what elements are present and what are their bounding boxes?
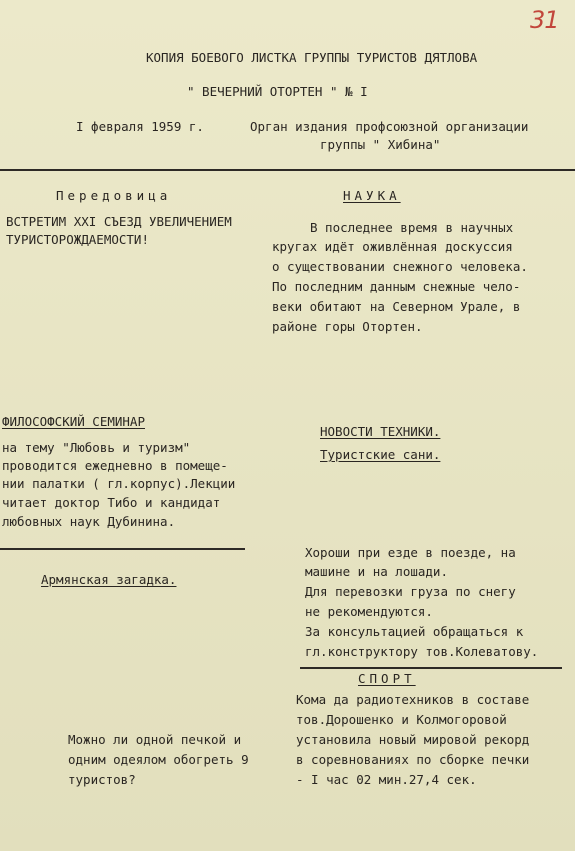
tech-line-6: гл.конструктору тов.Колеватову. <box>305 644 539 659</box>
tech-divider <box>300 667 562 669</box>
page-number-handwritten: 31 <box>530 6 559 34</box>
header-organ-line1: Орган издания профсоюзной организации <box>250 119 529 134</box>
sport-line-2: тов.Дорошенко и Колмогоровой <box>296 712 507 727</box>
seminar-line-1: на тему "Любовь и туризм" <box>2 440 191 455</box>
editorial-heading: Передовица <box>56 188 172 203</box>
seminar-heading: ФИЛОСОФСКИЙ СЕМИНАР <box>2 414 145 429</box>
tech-heading: НОВОСТИ ТЕХНИКИ. <box>320 424 441 439</box>
science-line-5: веки обитают на Северном Урале, в <box>272 299 521 314</box>
science-line-6: районе горы Отортен. <box>272 319 423 334</box>
sport-line-1: Кома да радиотехников в составе <box>296 692 530 707</box>
tech-subheading: Туристские сани. <box>320 447 441 462</box>
riddle-line-3: туристов? <box>68 772 136 787</box>
science-line-4: По последним данным снежные чело- <box>272 279 521 294</box>
header-date: I февраля 1959 г. <box>76 119 204 134</box>
sport-line-5: - I час 02 мин.27,4 сек. <box>296 772 477 787</box>
seminar-line-5: любовных наук Дубинина. <box>2 514 176 529</box>
sport-line-4: в соревнованиях по сборке печки <box>296 752 530 767</box>
seminar-line-2: проводится ежедневно в помеще- <box>2 458 228 473</box>
editorial-line-2: ТУРИСТОРОЖДАЕМОСТИ! <box>6 232 149 247</box>
tech-line-4: не рекомендуются. <box>305 604 433 619</box>
science-heading: НАУКА <box>343 188 401 203</box>
header-organ-line2: группы " Хибина" <box>320 137 441 152</box>
tech-line-1: Хороши при езде в поезде, на <box>305 545 516 560</box>
science-line-2: кругах идёт оживлённая доскуссия <box>272 239 513 254</box>
editorial-line-1: ВСТРЕТИМ XXI СЪЕЗД УВЕЛИЧЕНИЕМ <box>6 214 232 229</box>
sport-heading: СПОРТ <box>358 671 416 686</box>
tech-line-2: машине и на лошади. <box>305 564 448 579</box>
science-line-1: В последнее время в научных <box>310 220 514 235</box>
tech-line-5: За консультацией обращаться к <box>305 624 524 639</box>
sport-line-3: установила новый мировой рекорд <box>296 732 530 747</box>
riddle-line-1: Можно ли одной печкой и <box>68 732 242 747</box>
header-title: КОПИЯ БОЕВОГО ЛИСТКА ГРУППЫ ТУРИСТОВ ДЯТЛОВА <box>146 50 478 65</box>
seminar-line-3: нии палатки ( гл.корпус).Лекции <box>2 476 236 491</box>
riddle-line-2: одним одеялом обогреть 9 <box>68 752 249 767</box>
seminar-line-4: читает доктор Тибо и кандидат <box>2 495 221 510</box>
seminar-divider <box>0 548 245 550</box>
riddle-heading: Армянская загадка. <box>41 572 177 587</box>
tech-line-3: Для перевозки груза по снегу <box>305 584 516 599</box>
science-line-3: о существовании снежного человека. <box>272 259 528 274</box>
header-divider <box>0 169 575 171</box>
header-newspaper-name: " ВЕЧЕРНИЙ ОТОРТЕН " № I <box>187 84 368 99</box>
